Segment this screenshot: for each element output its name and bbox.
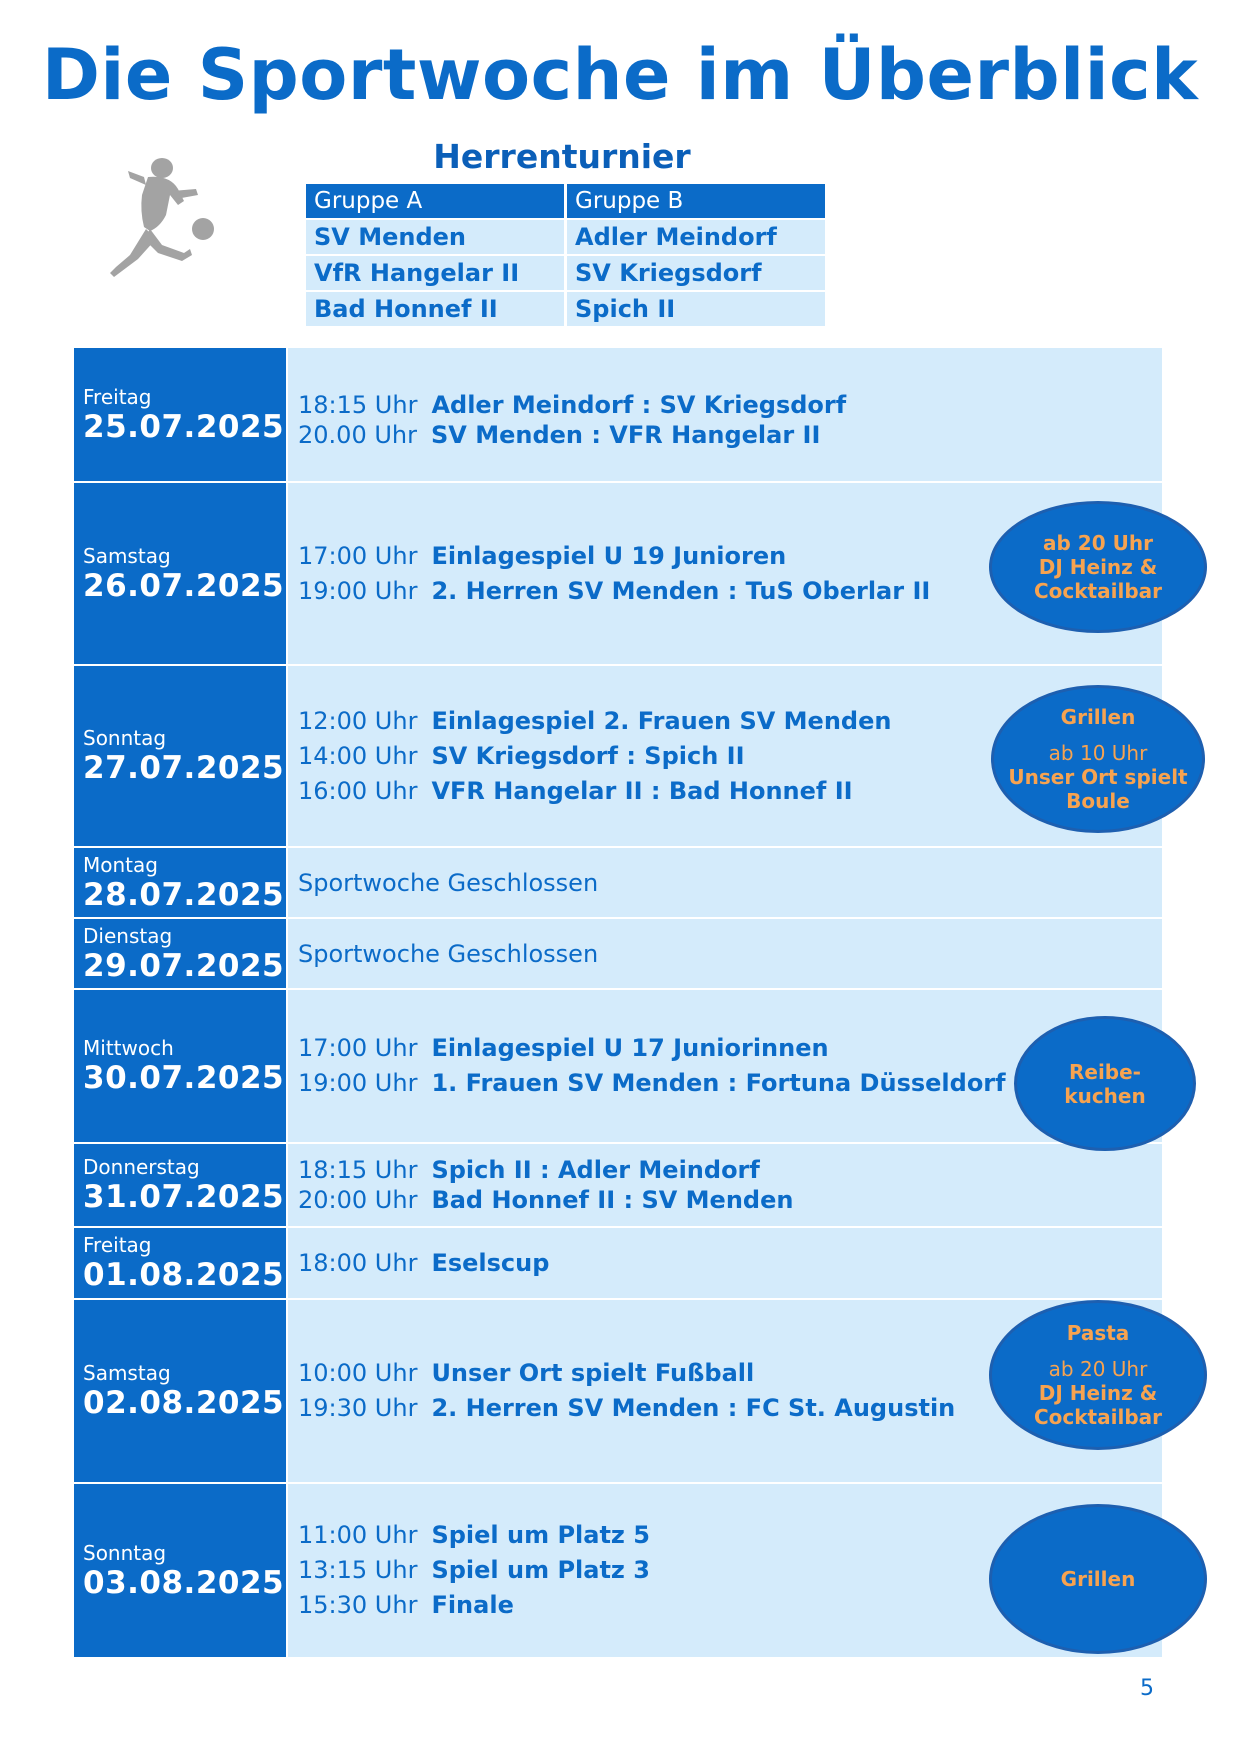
bubble-line: Unser Ort spielt	[1008, 765, 1188, 789]
bubble-line: Cocktailbar	[1033, 579, 1163, 603]
group-a-header: Gruppe A	[306, 184, 564, 218]
schedule-day-row	[74, 919, 1162, 990]
event-time: 15:30 Uhr	[298, 1591, 418, 1619]
event-desc: VFR Hangelar II : Bad Honnef II	[431, 776, 853, 805]
event-time: 19:00 Uhr	[298, 576, 418, 605]
event-bubble-pasta-dj	[989, 1300, 1207, 1450]
group-b-header: Gruppe B	[567, 184, 825, 218]
date-cell	[74, 348, 288, 481]
events-cell	[288, 919, 1162, 988]
event-desc: Finale	[431, 1591, 514, 1619]
event-desc: SV Menden : VFR Hangelar II	[430, 420, 821, 449]
events-cell	[288, 348, 1162, 481]
event-time: 17:00 Uhr	[298, 541, 418, 570]
group-b-team: Adler Meindorf	[567, 220, 825, 254]
herrenturnier-title: Herrenturnier	[433, 137, 691, 176]
groups-row	[306, 220, 825, 254]
event-time: 18:00 Uhr	[298, 1248, 418, 1277]
event-desc: SV Kriegsdorf : Spich II	[431, 741, 745, 770]
event-desc: Adler Meindorf : SV Kriegsdorf	[431, 390, 847, 419]
event	[298, 1185, 1162, 1215]
event-bubble-reibekuchen	[1014, 1016, 1196, 1151]
schedule-day-row	[74, 1144, 1162, 1228]
event-time: 14:00 Uhr	[298, 741, 418, 770]
bubble-line: DJ Heinz &	[1038, 1381, 1158, 1405]
weekday: Mittwoch	[83, 1036, 174, 1060]
event-time: 18:15 Uhr	[298, 390, 418, 419]
closed-note: Sportwoche Geschlossen	[298, 868, 599, 897]
date: 26.07.2025	[83, 567, 285, 604]
date-cell	[74, 1228, 288, 1298]
event	[298, 1246, 1162, 1281]
event-time: 20.00 Uhr	[298, 420, 417, 449]
event-time: 19:00 Uhr	[298, 1069, 418, 1097]
event-time: 13:15 Uhr	[298, 1556, 418, 1584]
event-desc: Spich II : Adler Meindorf	[431, 1156, 760, 1184]
event	[298, 1155, 1162, 1185]
bubble-line: Pasta	[1066, 1321, 1130, 1345]
group-b-team: SV Kriegsdorf	[567, 256, 825, 290]
date-cell	[74, 666, 288, 846]
group-a-team: SV Menden	[306, 220, 564, 254]
weekday: Samstag	[83, 543, 171, 568]
bubble-line: Boule	[1066, 789, 1130, 813]
weekday: Montag	[83, 852, 158, 877]
group-b-team: Spich II	[567, 292, 825, 326]
date: 02.08.2025	[83, 1385, 285, 1421]
group-a-team: Bad Honnef II	[306, 292, 564, 326]
event-bubble-dj-cocktailbar	[989, 501, 1207, 633]
events-cell	[288, 848, 1162, 917]
event-desc: Eselscup	[431, 1248, 550, 1277]
date: 01.08.2025	[83, 1257, 285, 1293]
event	[298, 420, 1162, 450]
schedule-day-row	[74, 990, 1162, 1144]
date-cell	[74, 1484, 288, 1657]
bubble-line: Grillen	[1060, 705, 1136, 729]
bubble-line: DJ Heinz &	[1038, 555, 1158, 579]
event-desc: Einlagespiel 2. Frauen SV Menden	[431, 706, 892, 735]
event-desc: 2. Herren SV Menden : TuS Oberlar II	[431, 576, 931, 605]
weekday: Dienstag	[83, 923, 173, 948]
groups-table	[303, 182, 828, 328]
bubble-line: ab 20 Uhr	[1043, 531, 1153, 555]
date: 27.07.2025	[83, 750, 285, 786]
date-cell	[74, 1144, 288, 1226]
page-number: 5	[1140, 1676, 1154, 1701]
event-desc: Spiel um Platz 3	[431, 1556, 650, 1584]
events-cell	[288, 1144, 1162, 1226]
event-time: 17:00 Uhr	[298, 1034, 418, 1062]
page-title: Die Sportwoche im Überblick	[41, 34, 1199, 116]
event-desc: Einlagespiel U 19 Junioren	[431, 541, 787, 570]
event-desc: Spiel um Platz 5	[431, 1521, 650, 1549]
date: 25.07.2025	[83, 408, 285, 445]
date-cell	[74, 1300, 288, 1482]
weekday: Samstag	[83, 1361, 171, 1385]
bubble-line: Cocktailbar	[1033, 1405, 1163, 1429]
group-a-team: VfR Hangelar II	[306, 256, 564, 290]
bubble-line: ab 20 Uhr	[1048, 1357, 1148, 1381]
weekday: Sonntag	[83, 1540, 167, 1565]
bubble-line: Grillen	[1060, 1567, 1136, 1591]
event-time: 11:00 Uhr	[298, 1521, 418, 1549]
event-time: 20:00 Uhr	[298, 1186, 418, 1214]
schedule-day-row	[74, 848, 1162, 919]
event-time: 19:30 Uhr	[298, 1394, 418, 1422]
date-cell	[74, 990, 288, 1142]
events-cell	[288, 1228, 1162, 1298]
date: 29.07.2025	[83, 947, 285, 984]
date: 31.07.2025	[83, 1179, 285, 1215]
event-desc: Unser Ort spielt Fußball	[431, 1359, 755, 1387]
event-time: 10:00 Uhr	[298, 1359, 418, 1387]
schedule-day-row	[74, 348, 1162, 483]
event	[298, 390, 1162, 420]
date-cell	[74, 919, 288, 988]
groups-row	[306, 292, 825, 326]
event-time: 12:00 Uhr	[298, 706, 418, 735]
bubble-line: Reibe-	[1068, 1059, 1141, 1084]
date-cell	[74, 848, 288, 917]
bubble-line: ab 10 Uhr	[1048, 741, 1148, 765]
weekday: Donnerstag	[83, 1155, 200, 1179]
groups-header-row	[306, 184, 825, 218]
event-time: 18:15 Uhr	[298, 1156, 418, 1184]
weekday: Sonntag	[83, 726, 167, 750]
groups-row	[306, 256, 825, 290]
weekday: Freitag	[83, 384, 152, 409]
event-bubble-grillen	[989, 1504, 1207, 1654]
event-time: 16:00 Uhr	[298, 776, 418, 805]
schedule-day-row	[74, 1228, 1162, 1300]
bubble-line: kuchen	[1064, 1083, 1146, 1108]
date: 28.07.2025	[83, 876, 285, 913]
event-desc: 1. Frauen SV Menden : Fortuna Düsseldorf	[431, 1069, 1006, 1097]
event-desc: 2. Herren SV Menden : FC St. Augustin	[431, 1394, 956, 1422]
event-desc: Bad Honnef II : SV Menden	[431, 1186, 794, 1214]
date-cell	[74, 483, 288, 664]
date: 30.07.2025	[83, 1060, 285, 1096]
event-bubble-grillen-boule	[991, 685, 1205, 833]
closed-note: Sportwoche Geschlossen	[298, 939, 599, 968]
weekday: Freitag	[83, 1233, 152, 1257]
soccer-player-icon	[100, 155, 240, 300]
date: 03.08.2025	[83, 1564, 285, 1601]
event-desc: Einlagespiel U 17 Juniorinnen	[431, 1034, 829, 1062]
